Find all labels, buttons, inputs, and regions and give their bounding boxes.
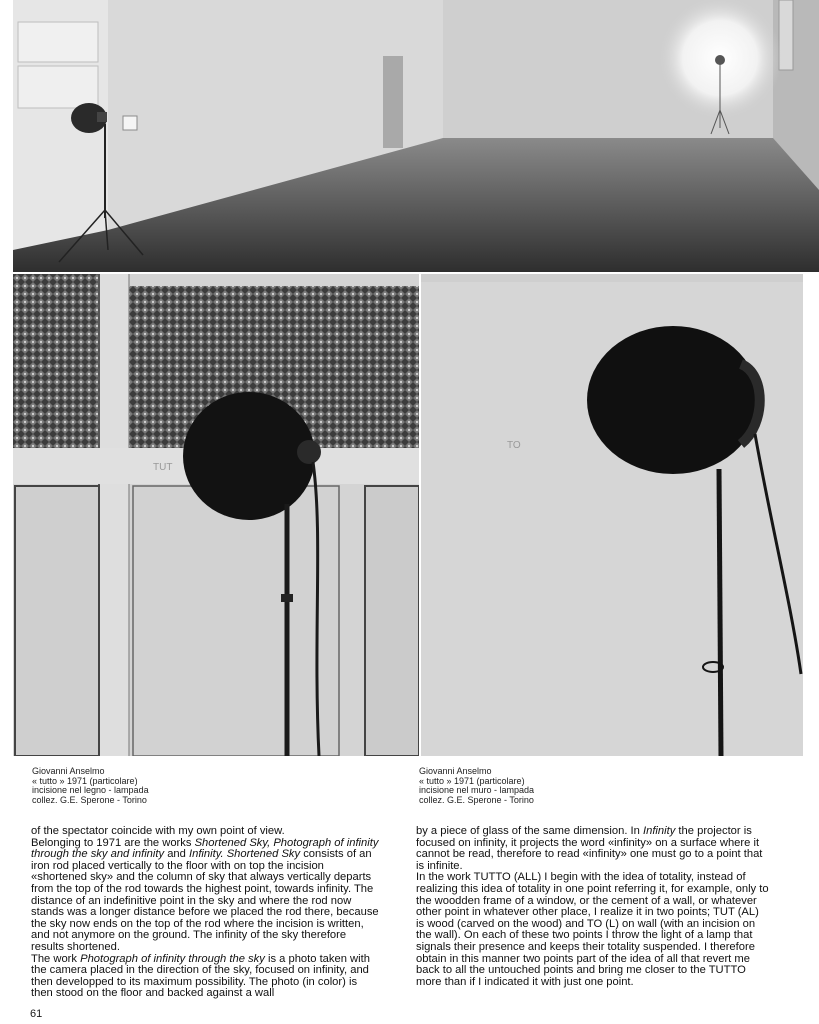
paragraph: Belonging to 1971 are the works Shortened Sky, Photograph of infinity through the sky and infinity and Infinity. Shortened Sky consists of an iron rod placed vertically to the floor with on top the incision «shortened sky» and the column of sky that always vertically departs from the top of the rod towards the highest point, towards infinity. The distance of an indefinitive point in the sky and where the rod now stands was a longer distance before we placed the rod there, because the sky now ends on the top of the rod where the incision is written, and not anymore on the ground. The infinity of the sky therefore results shortened. xyxy=(31,836,379,953)
paragraph: The work Photograph of infinity through the sky is a photo taken with the camera placed in the direction of the sky, focused on infinity, and then developped to its maximum possibility. The photo (in color) is then stood on the floor and backed against a wall xyxy=(31,952,370,1000)
caption-right xyxy=(419,767,534,805)
caption-right-title: « tutto » 1971 (particolare) xyxy=(419,775,525,786)
caption-right-artist: Giovanni Anselmo xyxy=(419,766,492,776)
incision-to-text: TO xyxy=(507,440,521,451)
paragraph: In the work TUTTO (ALL) I begin with the idea of totality, instead of realizing this idea of totality in one point referring it, for example, only to the woodden frame of a window, or the cement of a wall, or whatever other point in whatever other place, I realize it in two points; TUT (AL) is wood (carved on the wood) and TO (L) on wall (with an incision on the wall). On each of these two points I throw the light of a lamp that signals their presence and keeps their totality suspended. I therefore obtain in this manner two points part of the idea of all that revert me back to all the untouched points and bring me closer to the TUTTO more than if I indicated it with just one point. xyxy=(416,871,769,988)
photo-lamp-wall xyxy=(421,274,803,756)
paragraph: by a piece of glass of the same dimension. In Infinity the projector is focused on infinity, it projects the word «infinity» on a surface where it cannot be read, therefore to read «infinity» one must go to a point that is infinite. xyxy=(416,825,763,872)
caption-left-medium: incisione nel legno - lampada xyxy=(32,785,149,795)
page-number: 61 xyxy=(30,1008,43,1020)
paragraph: of the spectator coincide with my own point of view. xyxy=(31,825,285,837)
caption-right-collection: collez. G.E. Sperone - Torino xyxy=(419,794,534,805)
text-column-left xyxy=(31,826,381,1000)
caption-right-medium: incisione nel muro - lampada xyxy=(419,785,535,795)
caption-left-collection: collez. G.E. Sperone - Torino xyxy=(32,794,147,805)
caption-left-title: « tutto » 1971 (particolare) xyxy=(32,775,138,786)
photo-lamp-wood-door xyxy=(13,274,419,756)
incision-tut-text: TUT xyxy=(153,462,173,473)
photo-gallery-room xyxy=(13,0,819,272)
caption-left xyxy=(32,767,149,805)
text-column-right xyxy=(416,826,770,988)
caption-left-artist: Giovanni Anselmo xyxy=(32,766,105,776)
